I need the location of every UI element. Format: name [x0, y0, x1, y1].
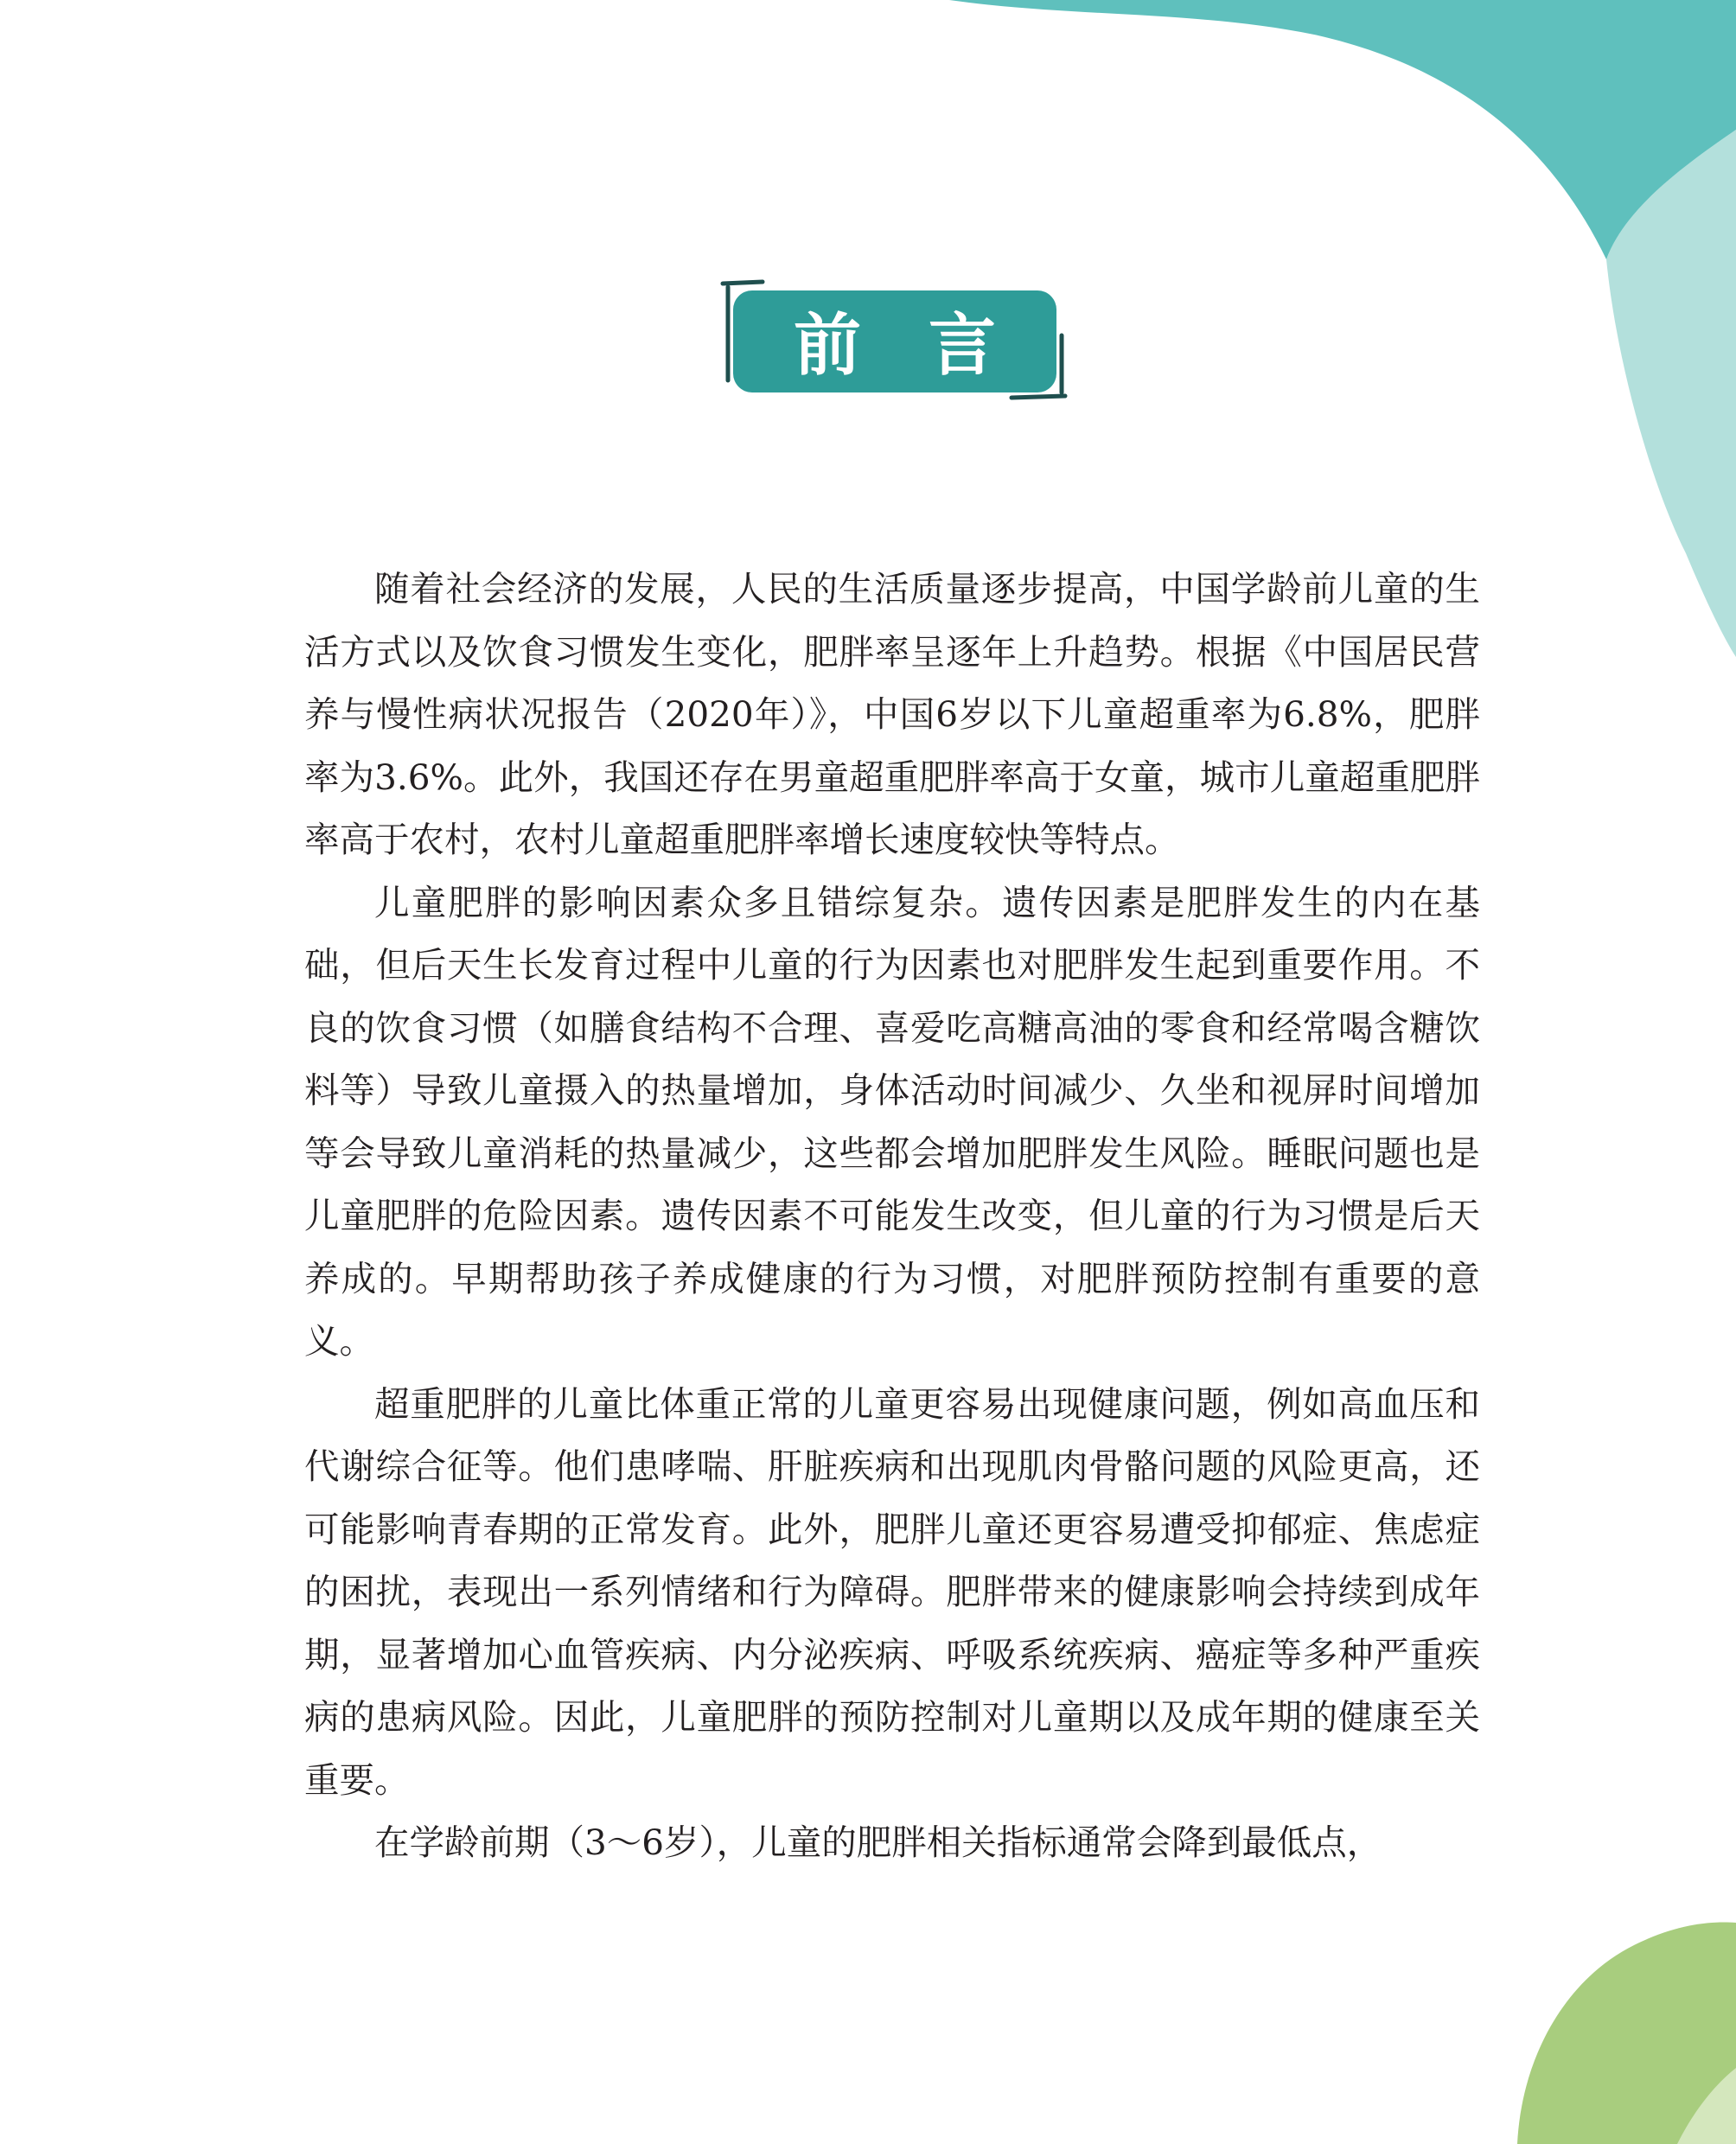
paragraph-2: 儿童肥胖的影响因素众多且错综复杂。遗传因素是肥胖发生的内在基础，但后天生长发育过程中儿童的行为因素也对肥胖发生起到重要作用。不良的饮食习惯（如膳食结构不合理、喜爱吃高糖高油的零食和经常喝含糖饮料等）导致儿童摄入的热量增加，身体活动时间减少、久坐和视屏时间增加等会导致儿童消耗的热量减少，这些都会增加肥胖发生风险。睡眠问题也是儿童肥胖的危险因素。遗传因素不可能发生改变，但儿童的行为习惯是后天养成的。早期帮助孩子养成健康的行为习惯，对肥胖预防控制有重要的意义。	[304, 881, 1480, 1362]
paragraph-4: 在学龄前期（3～6岁），儿童的肥胖相关指标通常会降到最低点，	[374, 1822, 1382, 1863]
preface-body	[304, 558, 1480, 1874]
page-title: 前言	[793, 307, 1063, 385]
paragraph-3: 超重肥胖的儿童比体重正常的儿童更容易出现健康问题，例如高血压和代谢综合征等。他们患哮喘、肝脏疾病和出现肌肉骨骼问题的风险更高，还可能影响青春期的正常发育。此外，肥胖儿童还更容易遭受抑郁症、焦虑症的困扰，表现出一系列情绪和行为障碍。肥胖带来的健康影响会持续到成年期，显著增加心血管疾病、内分泌疾病、呼吸系统疾病、癌症等多种严重疾病的患病风险。因此，儿童肥胖的预防控制对儿童期以及成年期的健康至关重要。	[304, 1382, 1480, 1801]
light-teal-blob	[1606, 130, 1736, 657]
light-green-blob	[1677, 2068, 1736, 2144]
paragraph-1: 随着社会经济的发展，人民的生活质量逐步提高，中国学龄前儿童的生活方式以及饮食习惯发生变化，肥胖率呈逐年上升趋势。根据《中国居民营养与慢性病状况报告（2020年）》，中国6岁以下儿童超重率为6.8%，肥胖率为3.6%。此外，我国还存在男童超重肥胖率高于女童，城市儿童超重肥胖率高于农村，农村儿童超重肥胖率增长速度较快等特点。	[304, 568, 1480, 860]
teal-blob	[949, 0, 1736, 259]
green-blob	[1517, 1922, 1736, 2144]
title-badge	[718, 275, 1072, 405]
